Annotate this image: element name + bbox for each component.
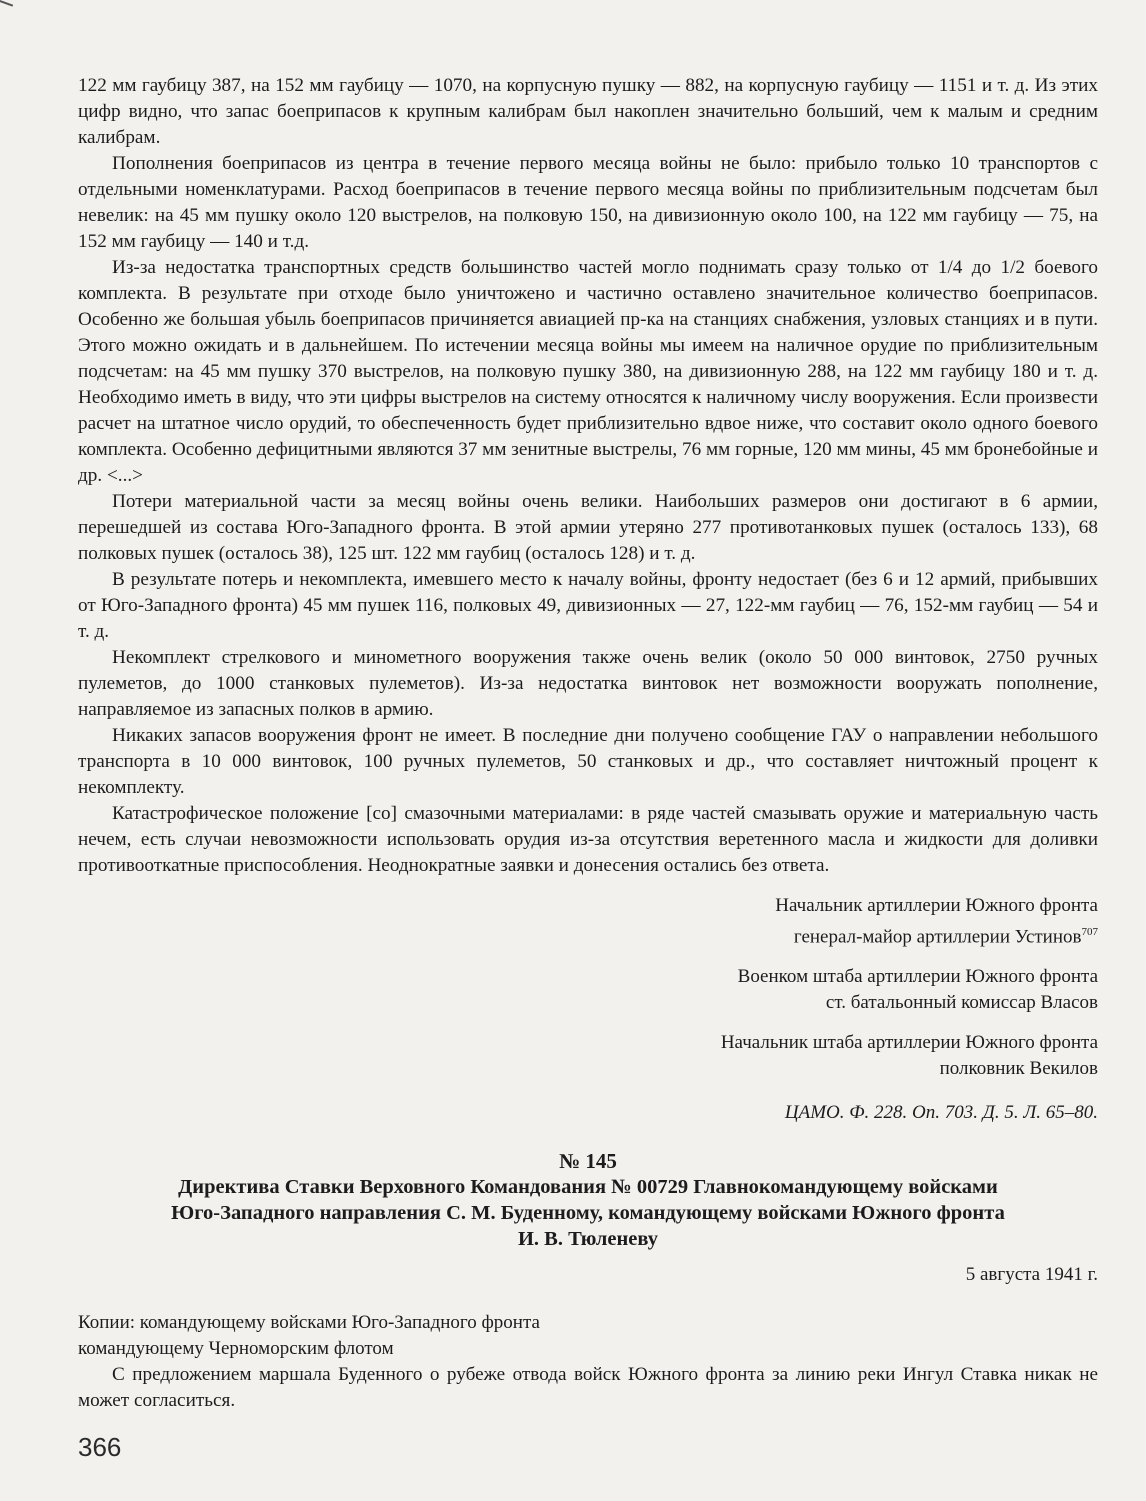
document-number: № 145 — [559, 1149, 617, 1174]
signature-section — [78, 893, 1098, 1082]
document-title — [78, 1174, 1098, 1252]
paragraph: Катастрофическое положение [со] смазочными материалами: в ряде частей смазывать оружие и материальную часть нечем, есть случаи невозможности использовать орудия из-за отсутствия веретенного масла и жидкости для доливки противооткатные приспособления. Неоднократные заявки и донесения остались без ответа. — [78, 803, 1098, 876]
paragraph: Пополнения боеприпасов из центра в течение первого месяца войны не было: прибыло только 10 транспортов с отдельными номенклатурами. Расход боеприпасов в течение первого месяца войны по приблизительным подсчетам был невелик: на 45 мм пушку около 120 выстрелов, на полковую 150, на дивизионную около 100, на 122 мм гаубицу — 75, на 152 мм гаубицу — 140 и т.д. — [78, 153, 1098, 252]
paragraph: Из-за недостатка транспортных средств большинство частей могло поднимать сразу только от 1/4 до 1/2 боевого комплекта. В результате при отходе было уничтожено и частично оставлено значительное количество боеприпасов. Особенно же большая убыль боеприпасов причиняется авиацией пр-ка на станциях снабжения, узловых станциях и в пути. Этого можно ожидать и в дальнейшем. По истечении месяца войны мы имеем на наличное орудие по приблизительным подсчетам: на 45 мм пушку 370 выстрелов, на полковую пушку 380, на дивизионную 288, на 122 мм гаубицу 180 и т. д. Необходимо иметь в виду, что эти цифры выстрелов на систему относятся к наличному числу вооружения. Если произвести расчет на штатное число орудий, то обеспеченность будет приблизительно вдвое ниже, что составит около одного боевого комплекта. Особенно дефицитными являются 37 мм зенитные выстрелы, 76 мм горные, 120 мм мины, 45 мм бронебойные и др. <...> — [78, 257, 1098, 486]
scan-corner-mark — [0, 0, 13, 14]
document-date: 5 августа 1941 г. — [965, 1264, 1098, 1286]
signature-name: полковник Векилов — [939, 1058, 1098, 1080]
archive-reference: ЦАМО. Ф. 228. Оп. 703. Д. 5. Л. 65–80. — [784, 1102, 1098, 1124]
signature-block — [78, 964, 1098, 1016]
paragraph: Никаких запасов вооружения фронт не имеет. В последние дни получено сообщение ГАУ о направлении небольшого транспорта в 10 000 винтовок, 100 ручных пулеметов, 50 станковых и др., что составляет ничтожный процент к некомплекту. — [78, 725, 1098, 798]
page-number: 366 — [78, 1432, 122, 1462]
paragraph: Некомплект стрелкового и минометного вооружения также очень велик (около 50 000 винтовок, 2750 ручных пулеметов, до 1000 станковых пулеметов). Из-за недостатка винтовок нет возможности вооружать пополнение, направляемое из запасных полков в армию. — [78, 647, 1098, 720]
document-page — [78, 73, 1098, 1414]
paragraph: Потери материальной части за месяц войны очень велики. Наибольших размеров они достигают в 6 армии, перешедшей из состава Юго-Западного фронта. В этой армии утеряно 277 противотанковых пушек (осталось 133), 68 полковых пушек (осталось 38), 125 шт. 122 мм гаубиц (осталось 128) и т. д. — [78, 491, 1098, 564]
title-line: И. В. Тюленеву — [517, 1228, 659, 1251]
copies-line: Копии: командующему войсками Юго-Западного фронта — [78, 1312, 540, 1334]
signature-position: Начальник артиллерии Южного фронта — [775, 895, 1098, 916]
signature-name: ст. батальонный комиссар Власов — [825, 992, 1098, 1014]
signature-name: генерал-майор артиллерии Устинов$^{707}$ — [793, 926, 1098, 948]
report-text — [78, 73, 1098, 879]
signature-block — [78, 893, 1098, 950]
paragraph: 122 мм гаубицу 387, на 152 мм гаубицу — 1070, на корпусную пушку — 882, на корпусную гаубицу — 1151 и т. д. Из этих цифр видно, что запас боеприпасов к крупным калибрам был накоплен значительно больший, чем к малым и средним калибрам. — [78, 75, 1098, 148]
footnote-marker: 707 — [1081, 926, 1098, 938]
signature-position: Начальник штаба артиллерии Южного фронта — [720, 1032, 1098, 1054]
title-line: Юго-Западного направления С. М. Буденному, командующему войсками Южного фронта — [171, 1202, 1005, 1225]
signature-block — [78, 1030, 1098, 1082]
copies-line: командующему Черноморским флотом — [78, 1338, 394, 1360]
title-line: Директива Ставки Верховного Командования № 00729 Главнокомандующему войсками — [178, 1176, 998, 1199]
signature-position: Военком штаба артиллерии Южного фронта — [737, 966, 1098, 988]
paragraph: В результате потерь и некомплекта, имевшего место к началу войны, фронту недостает (без 6 и 12 армий, прибывших от Юго-Западного фронта) 45 мм пушек 116, полковых 49, дивизионных — 27, 122-мм гаубиц — 76, 152-мм гаубиц — 54 и т. д. — [78, 569, 1098, 642]
copies-list — [78, 1310, 1098, 1362]
directive-text: С предложением маршала Буденного о рубеже отвода войск Южного фронта за линию реки Ингул Ставка никак не может согласиться. — [78, 1364, 1098, 1412]
